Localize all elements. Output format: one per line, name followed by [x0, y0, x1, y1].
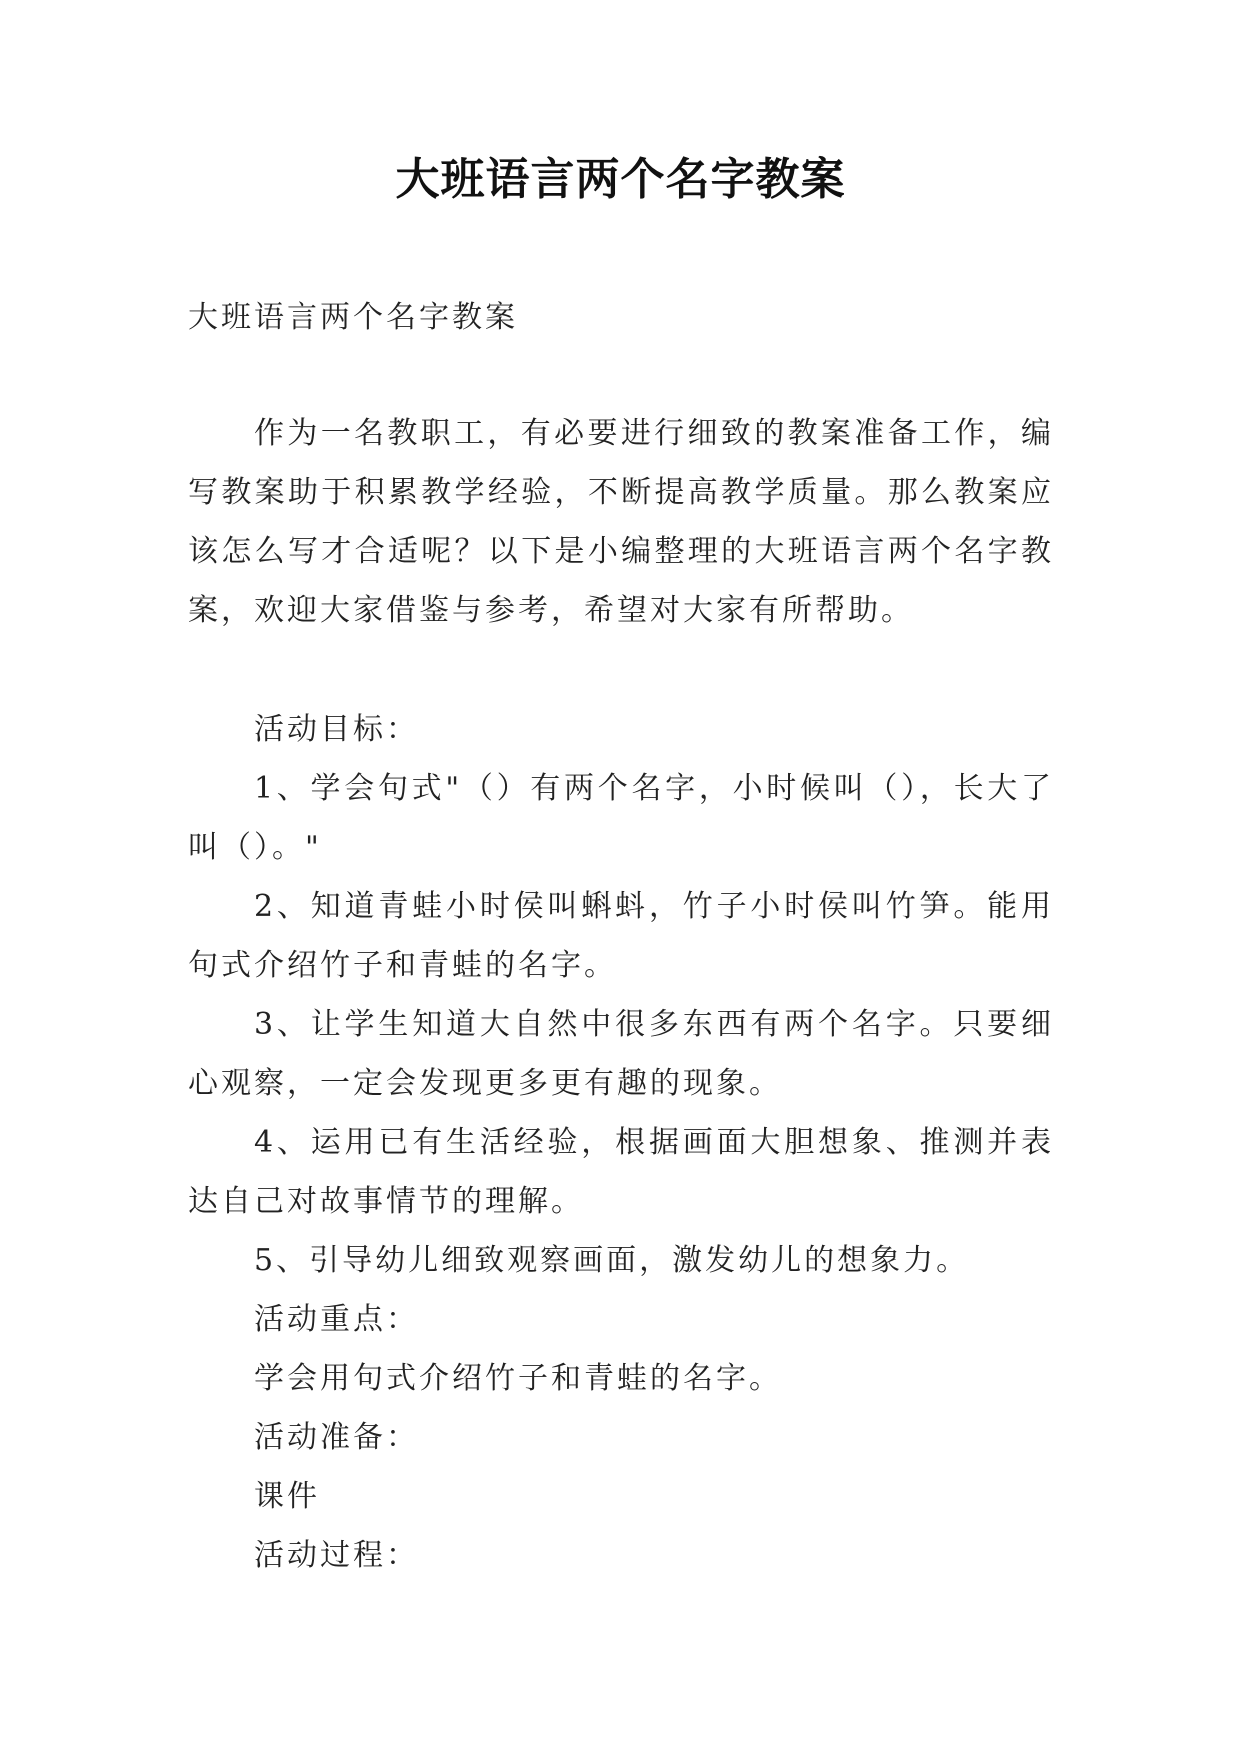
goal-item-2: 2、知道青蛙小时侯叫蝌蚪，竹子小时侯叫竹笋。能用句式介绍竹子和青蛙的名字。 [188, 889, 1054, 983]
goal-item-4: 4、运用已有生活经验，根据画面大胆想象、推测并表达自己对故事情节的理解。 [188, 1125, 1054, 1219]
goal-item-1: 1、学会句式"（）有两个名字，小时候叫（），长大了叫（）。" [188, 771, 1054, 865]
heading-activity-focus: 活动重点： [254, 1302, 419, 1337]
heading-activity-preparation: 活动准备： [254, 1420, 419, 1455]
goal-item-3: 3、让学生知道大自然中很多东西有两个名字。只要细心观察，一定会发现更多更有趣的现象。 [188, 1007, 1054, 1101]
document-subtitle: 大班语言两个名字教案 [188, 300, 518, 335]
activity-focus-text: 学会用句式介绍竹子和青蛙的名字。 [254, 1361, 782, 1396]
activity-section [188, 700, 1054, 1585]
goal-item-5: 5、引导幼儿细致观察画面，激发幼儿的想象力。 [254, 1243, 970, 1278]
heading-activity-goals: 活动目标： [254, 712, 419, 747]
document-title: 大班语言两个名字教案 [395, 154, 846, 205]
intro-paragraph: 作为一名教职工，有必要进行细致的教案准备工作，编写教案助于积累教学经验，不断提高教学质量。那么教案应该怎么写才合适呢？以下是小编整理的大班语言两个名字教案，欢迎大家借鉴与参考，希望对大家有所帮助。 [188, 416, 1054, 628]
activity-preparation-text: 课件 [254, 1479, 320, 1514]
heading-activity-process: 活动过程： [254, 1538, 419, 1573]
